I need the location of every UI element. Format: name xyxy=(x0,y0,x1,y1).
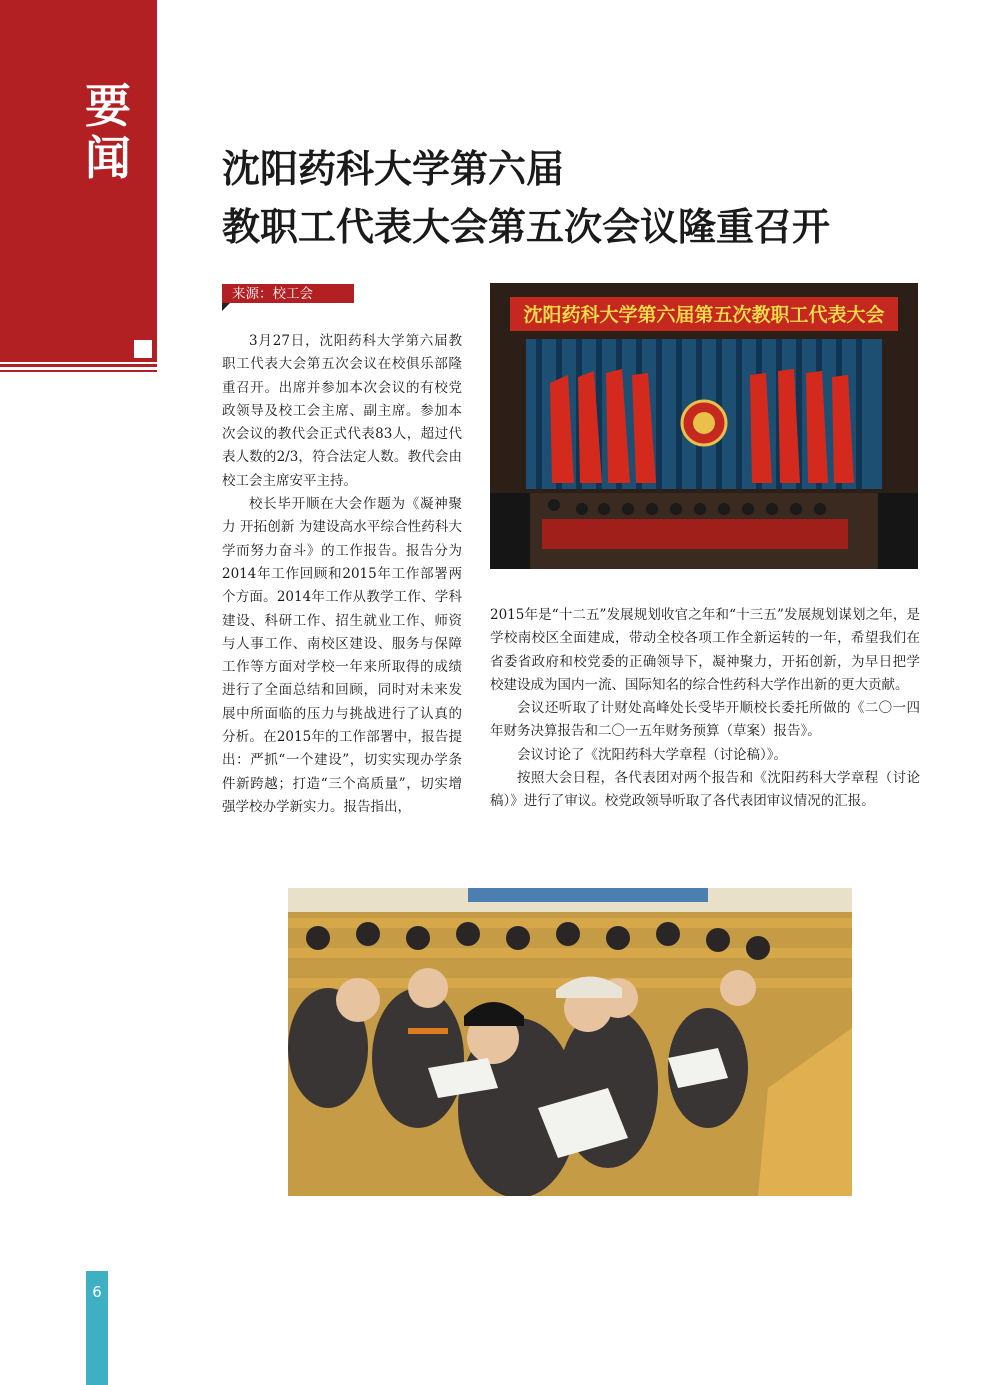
photo-delegates-reading xyxy=(288,888,852,1196)
section-band-rule xyxy=(0,364,157,367)
audience-illustration xyxy=(288,888,852,1196)
section-tag: 要闻 xyxy=(85,79,133,185)
body-column-left xyxy=(222,330,462,819)
body-column-right xyxy=(490,604,920,814)
page-number: 6 xyxy=(92,1283,102,1301)
article-title-line2: 教职工代表大会第五次会议隆重召开 xyxy=(222,204,831,249)
section-band-rule-thin xyxy=(0,370,157,372)
paragraph: 2015年是“十二五”发展规划收官之年和“十三五”发展规划谋划之年，是学校南校区全面建成，带动全校各项工作全新运转的一年，希望我们在省委省政府和校党委的正确领导下，凝神聚力，开拓创新，为早日把学校建设成为国内一流、国际知名的综合性药科大学作出新的更大贡献。 xyxy=(490,607,920,693)
paragraph: 3月27日，沈阳药科大学第六届教职工代表大会第五次会议在校俱乐部隆重召开。出席并参加本次会议的有校党政领导及校工会主席、副主席。参加本次会议的教代会正式代表83人，超过代表人数的2/3，符合法定人数。教代会由校工会主席安平主持。 xyxy=(222,333,462,489)
article-title-line1: 沈阳药科大学第六届 xyxy=(222,146,565,191)
stage-illustration xyxy=(490,283,918,569)
source-corner-mark xyxy=(222,303,230,311)
photo-conference-stage xyxy=(490,283,918,569)
source-label: 来源：校工会 xyxy=(232,286,313,302)
article-title xyxy=(222,140,922,256)
paragraph: 按照大会日程，各代表团对两个报告和《沈阳药科大学章程（讨论稿）》进行了审议。校党政领导听取了各代表团审议情况的汇报。 xyxy=(490,770,920,810)
band-square-mark xyxy=(134,340,152,358)
paragraph: 会议还听取了计财处高峰处长受毕开顺校长委托所做的《二〇一四年财务决算报告和二〇一五年财务预算（草案）报告》。 xyxy=(490,700,920,740)
paragraph: 校长毕开顺在大会作题为《凝神聚力 开拓创新 为建设高水平综合性药科大学而努力奋斗》的工作报告。报告分为2014年工作回顾和2015年工作部署两个方面。2014年工作从教学工作、学科建设、科研工作、招生就业工作、师资与人事工作、南校区建设、服务与保障工作等方面对学校一年来所取得的成绩进行了全面总结和回顾，同时对未来发展中所面临的压力与挑战进行了认真的分析。在2015年的工作部署中，报告提出：严抓“一个建设”，切实实现办学条件新跨越；打造“三个高质量”，切实增强学校办学新实力。报告指出， xyxy=(222,496,462,815)
paragraph: 会议讨论了《沈阳药科大学章程（讨论稿）》。 xyxy=(517,746,787,763)
stage-banner-text: 沈阳药科大学第六届第五次教职工代表大会 xyxy=(523,304,885,326)
